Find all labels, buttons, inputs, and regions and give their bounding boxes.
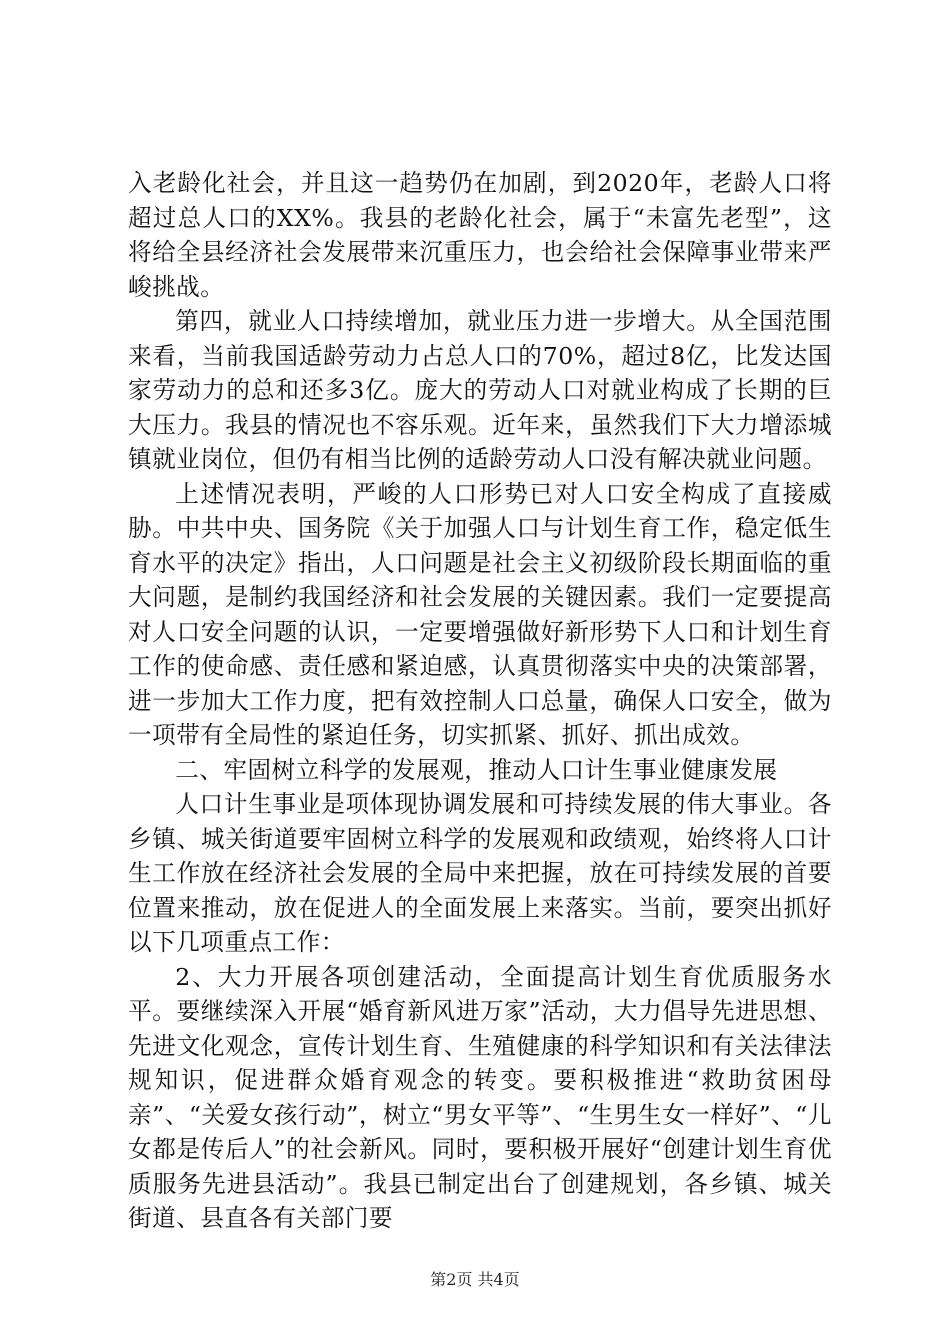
page-number: 第2页 共4页 [430,1270,520,1289]
paragraph-continuation: 入老龄化社会，并且这一趋势仍在加剧，到2020年，老龄人口将超过总人口的XX%。我县的老龄化社会，属于“未富先老型”，这将给全县经济社会发展带来沉重压力，也会给社会保障事业带来严峻挑战。 [128,169,832,301]
paragraph-development: 人口计生事业是项体现协调发展和可持续发展的伟大事业。各乡镇、城关街道要牢固树立科学的发展观和政绩观，始终将人口计生工作放在经济社会发展的全局中来把握，放在可持续发展的首要位置来推动，放在促进人的全面发展上来落实。当前，要突出抓好以下几项重点工作： [128,790,832,956]
page-footer [0,1270,950,1290]
paragraph-population-security: 上述情况表明，严峻的人口形势已对人口安全构成了直接威胁。中共中央、国务院《关于加强人口与计划生育工作，稳定低生育水平的决定》指出，人口问题是社会主义初级阶段长期面临的重大问题，是制约我国经济和社会发展的关键因素。我们一定要提高对人口安全问题的认识，一定要增强做好新形势下人口和计划生育工作的使命感、责任感和紧迫感，认真贯彻落实中央的决策部署，进一步加大工作力度，把有效控制人口总量，确保人口安全，做为一项带有全局性的紧迫任务，切实抓紧、抓好、抓出成效。 [128,479,832,749]
document-body [128,166,832,1236]
section-heading: 二、牢固树立科学的发展观，推动人口计生事业健康发展 [175,755,778,784]
paragraph-activities: 2、大力开展各项创建活动，全面提高计划生育优质服务水平。要继续深入开展“婚育新风进万家”活动，大力倡导先进思想、先进文化观念，宣传计划生育、生殖健康的科学知识和有关法律法规知识，促进群众婚育观念的转变。要积极推进“救助贫困母亲”、“关爱女孩行动”，树立“男女平等”、“生男生女一样好”、“儿女都是传后人”的社会新风。同时，要积极开展好“创建计划生育优质服务先进县活动”。我县已制定出台了创建规划，各乡镇、城关街道、县直各有关部门要 [128,962,832,1232]
paragraph-employment: 第四，就业人口持续增加，就业压力进一步增大。从全国范围来看，当前我国适龄劳动力占总人口的70%，超过8亿，比发达国家劳动力的总和还多3亿。庞大的劳动人口对就业构成了长期的巨大压力。我县的情况也不容乐观。近年来，虽然我们下大力增添城镇就业岗位，但仍有相当比例的适龄劳动人口没有解决就业问题。 [128,307,832,473]
